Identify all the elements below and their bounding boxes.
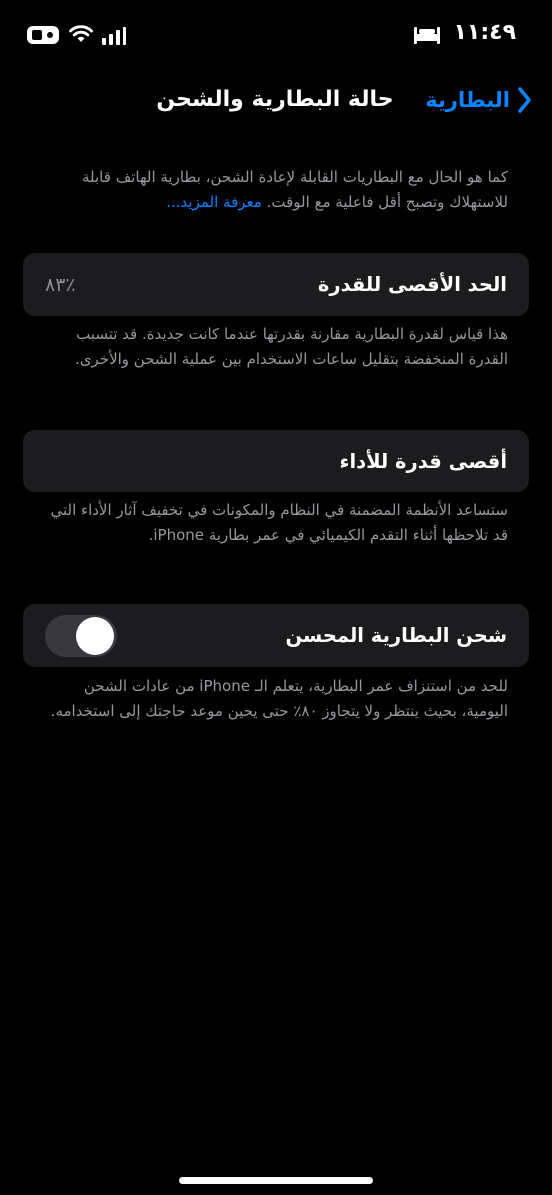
optimized-charging-label: شحن البطارية المحسن (285, 624, 507, 647)
back-button[interactable] (425, 80, 532, 120)
max-capacity-row (23, 253, 529, 316)
max-capacity-label: الحد الأقصى للقدرة (317, 273, 507, 296)
status-time: ١١:٤٩ (453, 20, 516, 45)
back-label: البطارية (425, 88, 510, 112)
peak-performance-row (23, 430, 529, 492)
sleep-bed-icon (412, 25, 442, 45)
max-capacity-value: ٪٨٣ (45, 273, 76, 296)
home-indicator[interactable] (179, 1177, 373, 1184)
status-bar (0, 0, 552, 70)
peak-performance-label: أقصى قدرة للأداء (339, 449, 507, 473)
optimized-charging-row (23, 604, 529, 667)
optimized-charging-description: للحد من استنزاف عمر البطارية، يتعلم الـ iPhone من عادات الشحن اليومية، بحيث ينتظر ولا يتجاوز ٨٠٪ حتى يحين موعد حاجتك إلى استخدامه. (50, 677, 508, 720)
page-title-text: حالة البطارية والشحن (156, 87, 394, 112)
max-capacity-description: هذا قياس لقدرة البطارية مقارنة بقدرتها عندما كانت جديدة. قد تتسبب القدرة المنخفضة بتقليل ساعات الاستخدام بين عملية الشحن والأخرى. (75, 325, 508, 368)
intro-description: كما هو الحال مع البطاريات القابلة لإعادة الشحن، بطارية الهاتف قابلة للاستهلاك وتصبح أقل فاعلية مع الوقت. (82, 168, 508, 211)
screen-recording-icon (26, 25, 60, 45)
toggle-knob (76, 617, 114, 655)
chevron-back-icon (516, 86, 532, 114)
learn-more-link[interactable]: معرفة المزيد... (166, 193, 262, 211)
cellular-signal-icon (101, 27, 127, 45)
peak-performance-description: ستساعد الأنظمة المضمنة في النظام والمكونات في تخفيف آثار الأداء التي قد تلاحظها أثناء التقدم الكيميائي في عمر بطارية iPhone. (50, 501, 508, 544)
navigation-bar (0, 80, 552, 120)
wifi-icon (68, 24, 94, 44)
optimized-charging-toggle[interactable] (45, 615, 117, 657)
intro-text (44, 165, 508, 215)
